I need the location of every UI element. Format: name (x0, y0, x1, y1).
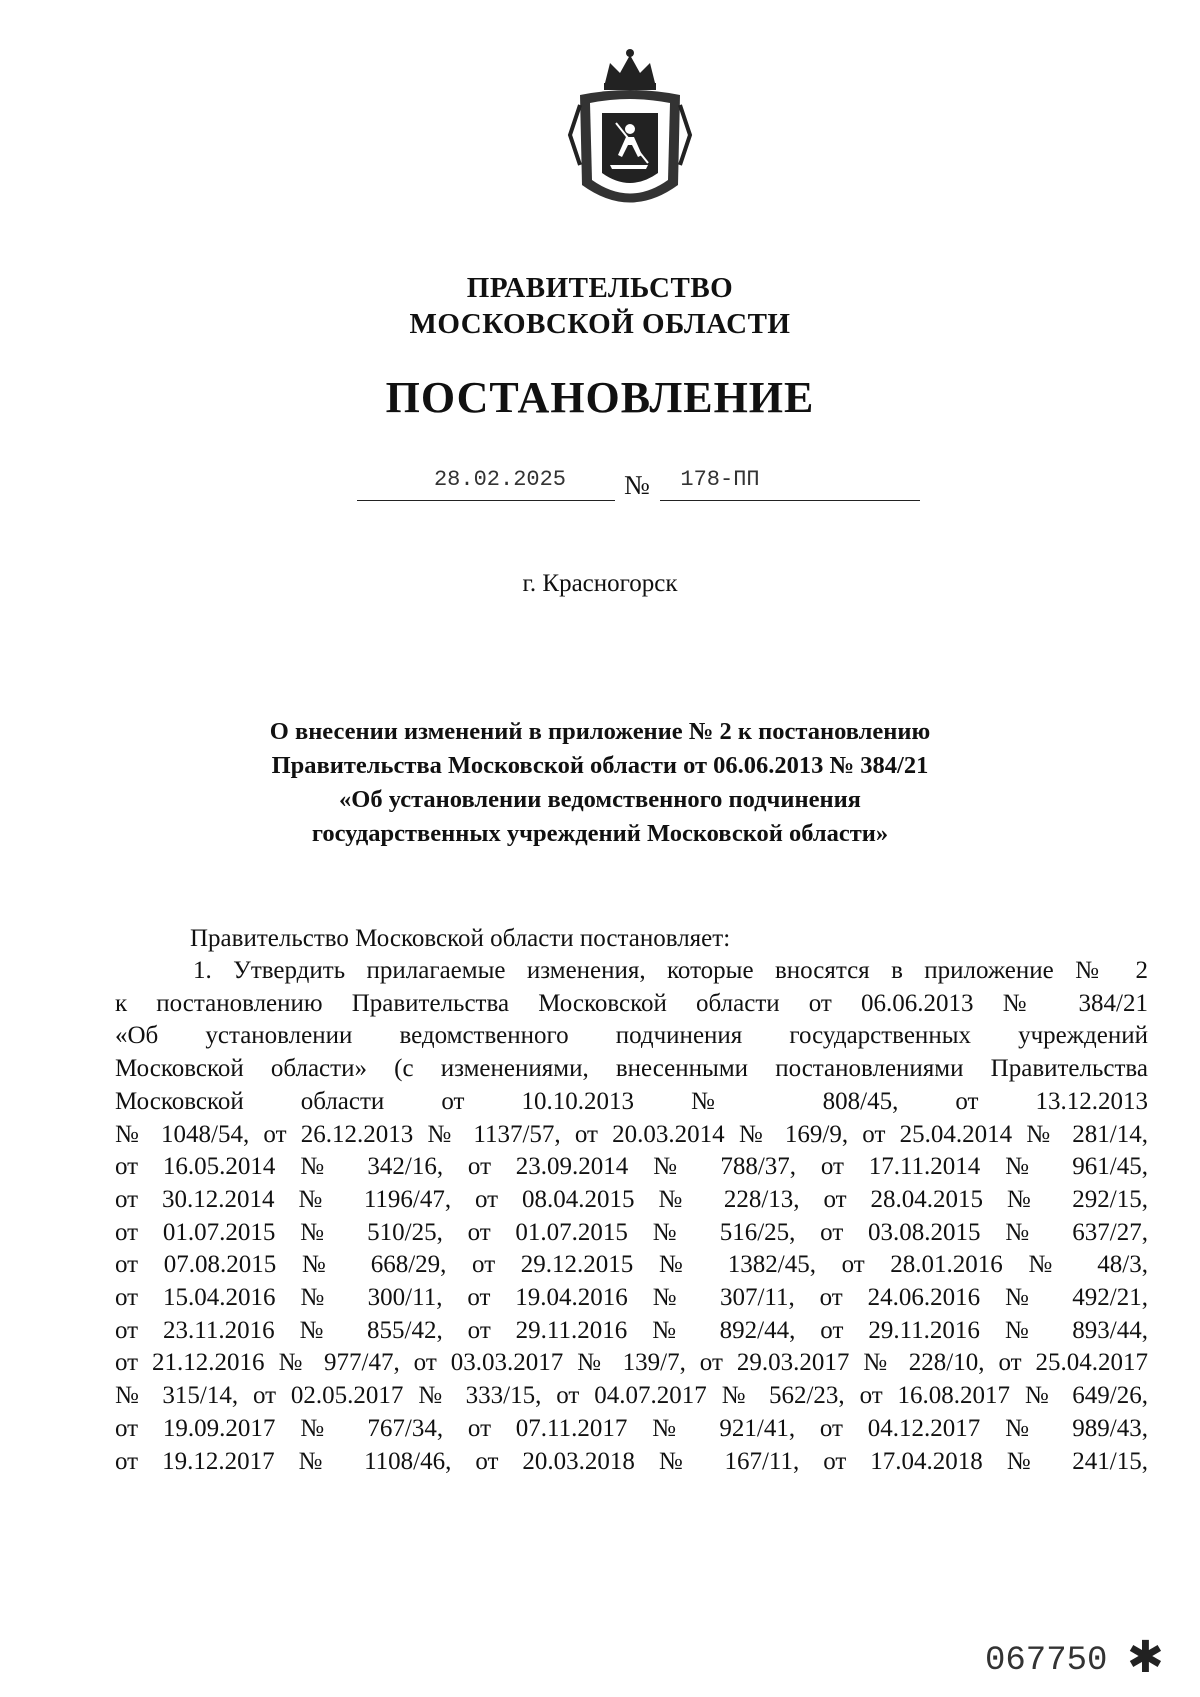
body-line: 1. Утвердить прилагаемые изменения, которые вносятся в приложение № 2 (193, 957, 1148, 984)
body-intro: Правительство Московской области постановляет: (190, 925, 731, 952)
subject-line: «Об установлении ведомственного подчинения (339, 786, 861, 813)
body-line: от 15.04.2016 № 300/11, от 19.04.2016 № 307/11, от 24.06.2016 № 492/21, (115, 1284, 1148, 1312)
body-line: от 30.12.2014 № 1196/47, от 08.04.2015 № 228/13, от 28.04.2015 № 292/15, (115, 1185, 1148, 1213)
body-line: от 07.08.2015 № 668/29, от 29.12.2015 № 1382/45, от 28.01.2016 № 48/3, (115, 1251, 1148, 1279)
subject-line: государственных учреждений Московской области» (311, 820, 889, 847)
body-line: № 1048/54, от 26.12.2013 № 1137/57, от 20.03.2014 № 169/9, от 25.04.2014 № 281/14, (115, 1120, 1148, 1148)
number-sign: № (624, 470, 650, 500)
body-line: Московской области» (с изменениями, внесенными постановлениями Правительства (115, 1055, 1148, 1083)
document-type-title: ПОСТАНОВЛЕНИЕ (385, 373, 815, 422)
document-date: 28.02.2025 (433, 467, 567, 492)
date-underline (357, 500, 615, 501)
government-name-line2: МОСКОВСКОЙ ОБЛАСТИ (409, 308, 791, 340)
number-underline (660, 500, 920, 501)
document-number: 178-ПП (680, 467, 760, 492)
body-line: от 19.12.2017 № 1108/46, от 20.03.2018 № 167/11, от 17.04.2018 № 241/15, (115, 1447, 1148, 1475)
body-line: Московской области от 10.10.2013 № 808/45, от 13.12.2013 (115, 1087, 1148, 1115)
document-subject (150, 715, 1050, 851)
stamp-star-icon: ✱ (1127, 1632, 1164, 1683)
body-line: от 01.07.2015 № 510/25, от 01.07.2015 № 516/25, от 03.08.2015 № 637/27, (115, 1218, 1148, 1246)
body-line: от 16.05.2014 № 342/16, от 23.09.2014 № 788/37, от 17.11.2014 № 961/45, (115, 1153, 1148, 1181)
body-line: «Об установлении ведомственного подчинения государственных учреждений (115, 1022, 1148, 1050)
body-line: к постановлению Правительства Московской области от 06.06.2013 № 384/21 (115, 989, 1148, 1017)
city-line: г. Красногорск (522, 570, 678, 597)
body-line: № 315/14, от 02.05.2017 № 333/15, от 04.07.2017 № 562/23, от 16.08.2017 № 649/26, (115, 1382, 1148, 1410)
coat-of-arms-icon (560, 45, 700, 220)
body-line: от 21.12.2016 № 977/47, от 03.03.2017 № 139/7, от 29.03.2017 № 228/10, от 25.04.2017 (115, 1349, 1148, 1377)
subject-line: О внесении изменений в приложение № 2 к постановлению (269, 718, 931, 745)
body-paragraph (115, 955, 1148, 1478)
subject-line: Правительства Московской области от 06.06.2013 № 384/21 (271, 752, 929, 779)
body-line: от 19.09.2017 № 767/34, от 07.11.2017 № 921/41, от 04.12.2017 № 989/43, (115, 1414, 1148, 1442)
body-line: от 23.11.2016 № 855/42, от 29.11.2016 № 892/44, от 29.11.2016 № 893/44, (115, 1316, 1148, 1344)
government-name-line1: ПРАВИТЕЛЬСТВО (466, 272, 734, 304)
stamp-number: 067750 (985, 1642, 1108, 1680)
